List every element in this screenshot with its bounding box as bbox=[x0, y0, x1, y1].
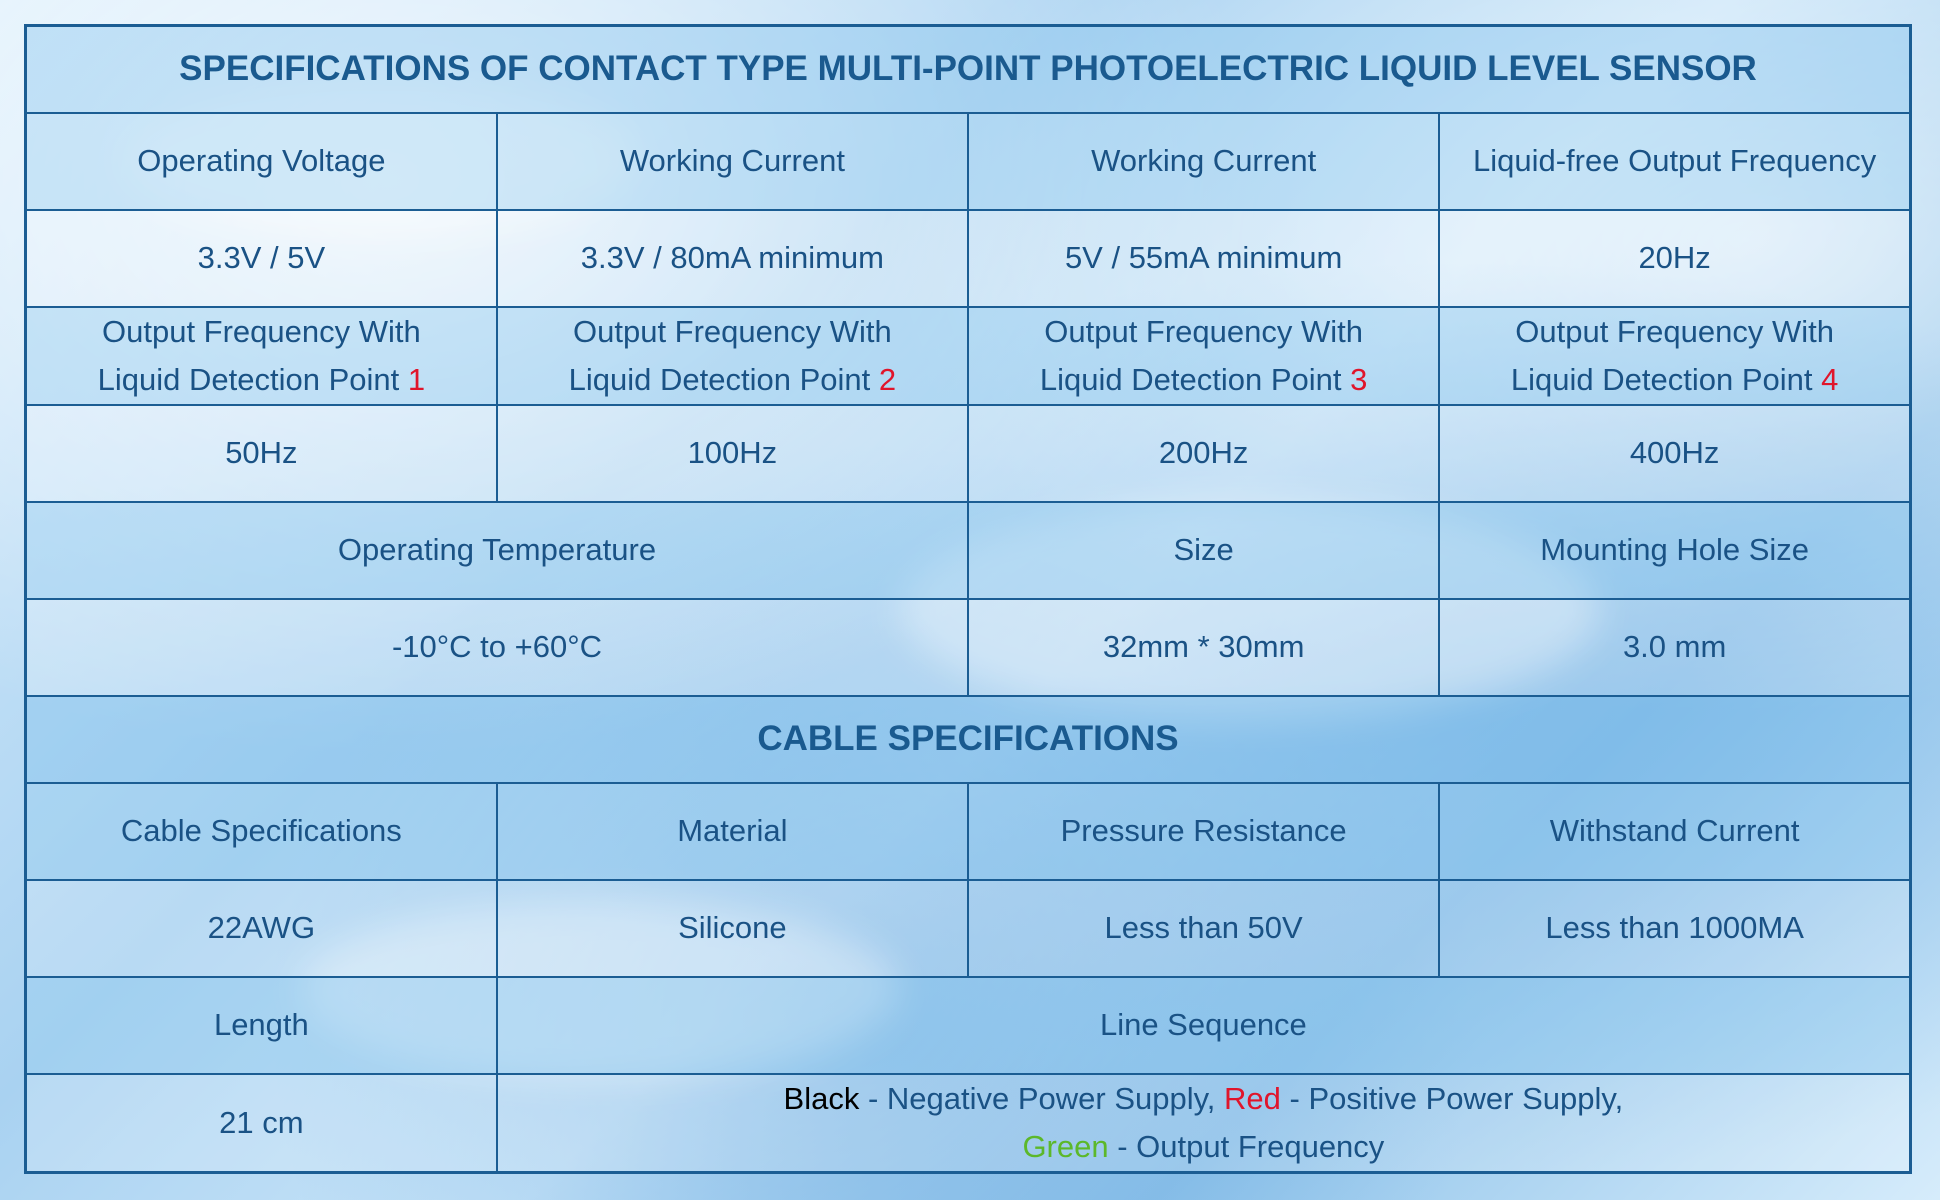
header-line1: Output Frequency With bbox=[1044, 313, 1363, 349]
detection-point-number: 3 bbox=[1350, 361, 1368, 397]
header-mounting-hole-size: Mounting Hole Size bbox=[1439, 502, 1910, 599]
value-working-current-5v: 5V / 55mA minimum bbox=[968, 210, 1439, 307]
header-detection-point-3 bbox=[968, 307, 1439, 405]
header-pressure-resistance: Pressure Resistance bbox=[968, 783, 1439, 880]
value-detection-point-1: 50Hz bbox=[26, 405, 497, 502]
title-row bbox=[26, 26, 1911, 113]
table-title: SPECIFICATIONS OF CONTACT TYPE MULTI-POINT PHOTOELECTRIC LIQUID LEVEL SENSOR bbox=[26, 26, 1911, 113]
header-length: Length bbox=[26, 977, 497, 1074]
header-operating-temperature: Operating Temperature bbox=[26, 502, 969, 599]
header-working-current-3v3: Working Current bbox=[497, 113, 968, 210]
table-row bbox=[26, 405, 1911, 502]
header-line1: Output Frequency With bbox=[1515, 313, 1834, 349]
header-size: Size bbox=[968, 502, 1439, 599]
header-line2: Liquid Detection Point bbox=[568, 361, 871, 397]
wire-green-description: - Output Frequency bbox=[1108, 1128, 1385, 1164]
header-withstand-current: Withstand Current bbox=[1439, 783, 1910, 880]
header-line2: Liquid Detection Point bbox=[1039, 361, 1342, 397]
table-row bbox=[26, 977, 1911, 1074]
table-row bbox=[26, 502, 1911, 599]
header-line1: Output Frequency With bbox=[573, 313, 892, 349]
table-row bbox=[26, 1074, 1911, 1173]
header-line1: Output Frequency With bbox=[102, 313, 421, 349]
value-cable-specifications: 22AWG bbox=[26, 880, 497, 977]
value-working-current-3v3: 3.3V / 80mA minimum bbox=[497, 210, 968, 307]
header-working-current-5v: Working Current bbox=[968, 113, 1439, 210]
wire-black-description: - Negative Power Supply, bbox=[859, 1080, 1225, 1116]
detection-point-number: 4 bbox=[1821, 361, 1839, 397]
wire-green-label: Green bbox=[1022, 1128, 1109, 1164]
header-detection-point-2 bbox=[497, 307, 968, 405]
table-row bbox=[26, 113, 1911, 210]
value-operating-voltage: 3.3V / 5V bbox=[26, 210, 497, 307]
value-detection-point-4: 400Hz bbox=[1439, 405, 1910, 502]
header-line2: Liquid Detection Point bbox=[1510, 361, 1813, 397]
header-detection-point-4 bbox=[1439, 307, 1910, 405]
detection-point-number: 2 bbox=[878, 361, 897, 397]
table-row bbox=[26, 783, 1911, 880]
wire-red-description: - Positive Power Supply, bbox=[1280, 1080, 1624, 1116]
value-detection-point-2: 100Hz bbox=[497, 405, 968, 502]
wire-black-label: Black bbox=[783, 1080, 860, 1116]
table-row bbox=[26, 880, 1911, 977]
table-row bbox=[26, 210, 1911, 307]
header-line2: Liquid Detection Point bbox=[97, 361, 400, 397]
specifications-table bbox=[24, 24, 1912, 1174]
value-material: Silicone bbox=[497, 880, 968, 977]
header-line-sequence: Line Sequence bbox=[497, 977, 1911, 1074]
value-line-sequence bbox=[497, 1074, 1911, 1173]
table-row bbox=[26, 599, 1911, 696]
table-row bbox=[26, 307, 1911, 405]
value-liquid-free-frequency: 20Hz bbox=[1439, 210, 1910, 307]
value-mounting-hole-size: 3.0 mm bbox=[1439, 599, 1910, 696]
detection-point-number: 1 bbox=[407, 361, 426, 397]
header-operating-voltage: Operating Voltage bbox=[26, 113, 497, 210]
header-material: Material bbox=[497, 783, 968, 880]
value-detection-point-3: 200Hz bbox=[968, 405, 1439, 502]
cable-title-row bbox=[26, 696, 1911, 783]
cable-section-title: CABLE SPECIFICATIONS bbox=[26, 696, 1911, 783]
header-cable-specifications: Cable Specifications bbox=[26, 783, 497, 880]
wire-red-label: Red bbox=[1224, 1080, 1281, 1116]
value-pressure-resistance: Less than 50V bbox=[968, 880, 1439, 977]
header-liquid-free-frequency: Liquid-free Output Frequency bbox=[1439, 113, 1910, 210]
value-length: 21 cm bbox=[26, 1074, 497, 1173]
value-withstand-current: Less than 1000MA bbox=[1439, 880, 1910, 977]
value-size: 32mm * 30mm bbox=[968, 599, 1439, 696]
value-operating-temperature: -10°C to +60°C bbox=[26, 599, 969, 696]
header-detection-point-1 bbox=[26, 307, 497, 405]
